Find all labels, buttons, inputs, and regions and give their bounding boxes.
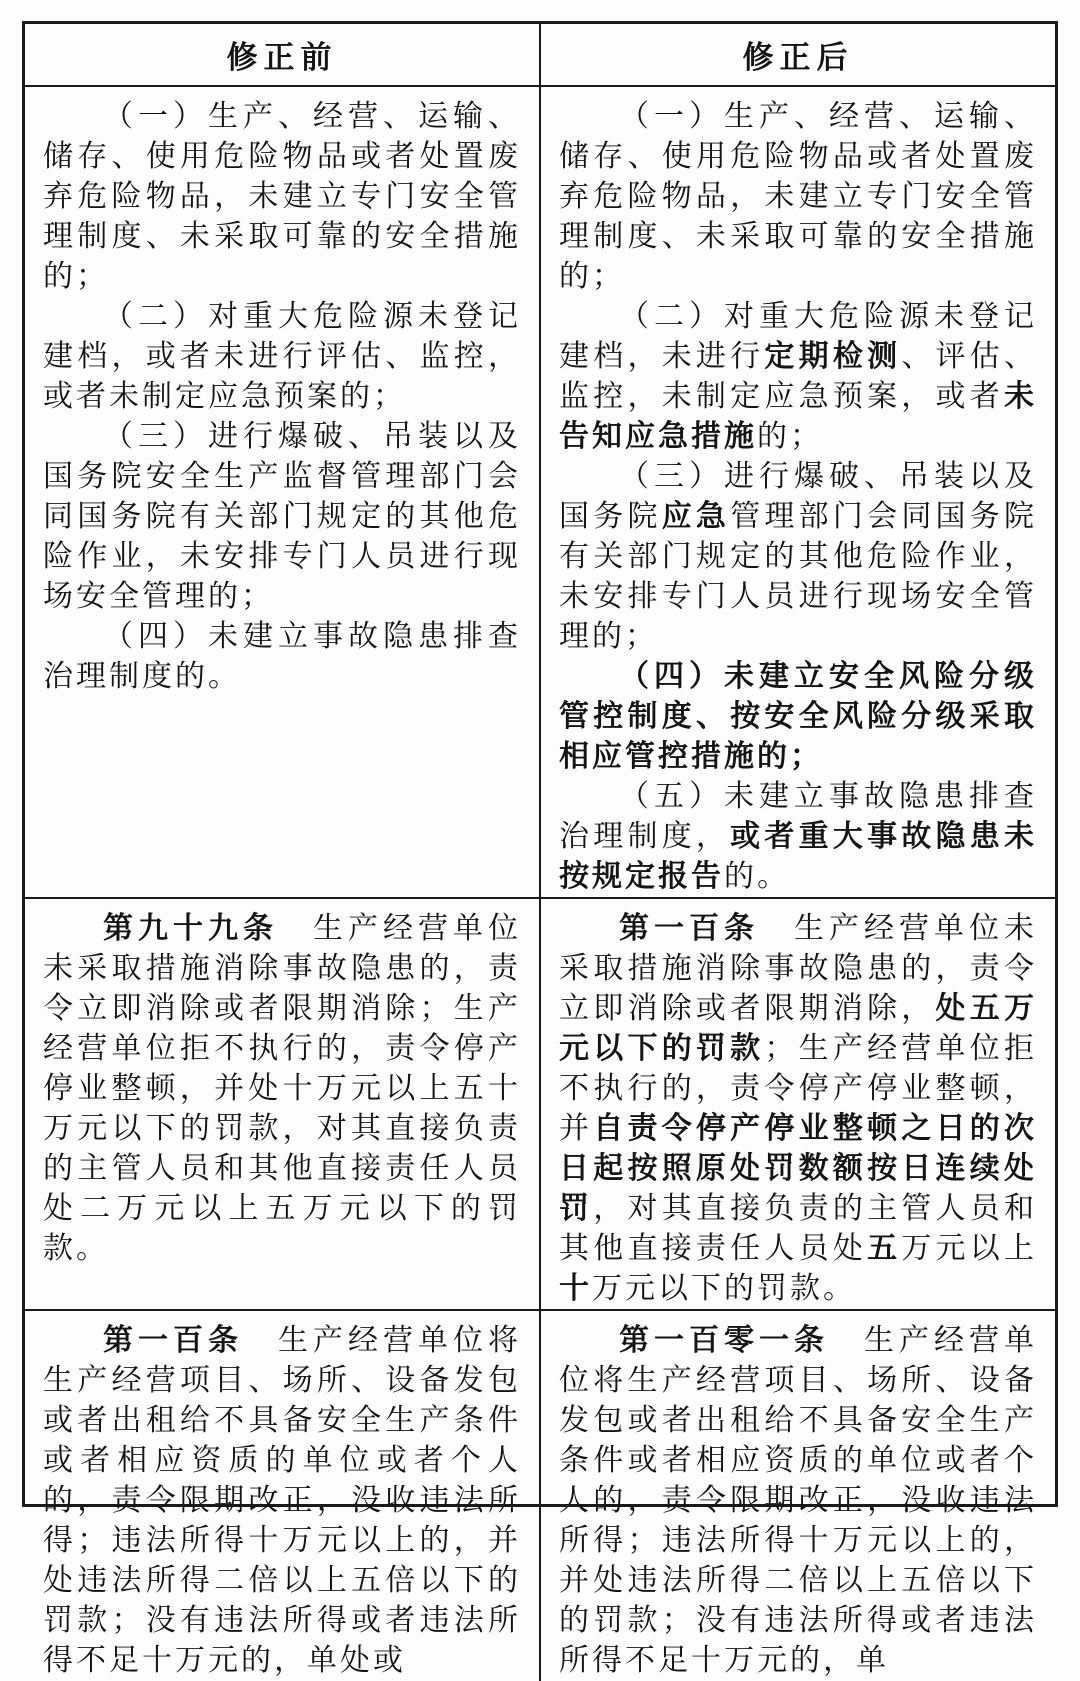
emphasis-text: 十 <box>559 1272 592 1305</box>
text-segment: （三）进行爆破、吊装以及国务院安全生产监督管理部门会同国务院有关部门规定的其他危险作业，未安排专门人员进行现场安全管理的； <box>43 420 521 613</box>
emphasis-text: 自责令停产停业整顿之日的次日起按照原处罚数额按日连续处罚 <box>559 1112 1038 1225</box>
text-segment: 生产经营单位未采取措施消除事故隐患的，责令立即消除或者限期消除， <box>559 912 1037 1025</box>
emphasis-text: （四）未建立安全风险分级管控制度、按安全风险分级采取相应管控措施的； <box>559 660 1037 773</box>
text-segment: 生产经营单位将生产经营项目、场所、设备发包或者出租给不具备安全生产条件或者相应资质的单位或者个人的，责令限期改正，没收违法所得；违法所得十万元以上的，并处违法所得二倍以上五倍以下的罚款；没有违法所得或者违法所得不足十万元的，单 <box>559 1324 1037 1677</box>
cell-before <box>25 86 540 898</box>
column-header-before: 修正前 <box>25 24 540 86</box>
table-row <box>25 898 1055 1310</box>
text-segment: （二）对重大危险源未登记建档，未进行 <box>559 300 1037 373</box>
paragraph <box>43 617 521 697</box>
text-segment: 万元以下的罚款。 <box>592 1272 856 1305</box>
cell-after <box>540 1310 1055 1681</box>
emphasis-text: 处五万元以下的罚款 <box>559 992 1038 1065</box>
table-row <box>25 1310 1055 1681</box>
paragraph <box>43 297 521 417</box>
text-segment: （二）对重大危险源未登记建档，或者未进行评估、监控，或者未制定应急预案的； <box>43 300 521 413</box>
header-row <box>25 24 1055 86</box>
paragraph <box>559 657 1037 777</box>
text-segment: 生产经营单位未采取措施消除事故隐患的，责令立即消除或者限期消除；生产经营单位拒不执行的，责令停产停业整顿，并处十万元以上五十万元以下的罚款，对其直接负责的主管人员和其他直接责任人员处二万元以上五万元以下的罚款。 <box>43 912 521 1265</box>
column-header-after: 修正后 <box>540 24 1055 86</box>
emphasis-text: 第一百条 <box>619 912 759 945</box>
emphasis-text: 第一百零一条 <box>619 1324 829 1357</box>
text-segment: 、评估、监控，未制定应急预案，或者 <box>559 340 1038 413</box>
text-segment: 管理部门会同国务院有关部门规定的其他危险作业，未安排专门人员进行现场安全管理的； <box>559 500 1038 653</box>
text-segment: 的； <box>757 420 823 453</box>
paragraph <box>559 297 1037 457</box>
emphasis-text: 第九十九条 <box>103 912 278 945</box>
text-segment: （三）进行爆破、吊装以及国务院 <box>559 460 1037 533</box>
text-segment: 生产经营单位将生产经营项目、场所、设备发包或者出租给不具备安全生产条件或者相应资质的单位或者个人的，责令限期改正，没收违法所得；违法所得十万元以上的，并处违法所得二倍以上五倍以下的罚款；没有违法所得或者违法所得不足十万元的，单处或 <box>43 1324 521 1677</box>
cell-after <box>540 898 1055 1310</box>
text-segment: （一）生产、经营、运输、储存、使用危险物品或者处置废弃危险物品，未建立专门安全管理制度、未采取可靠的安全措施的； <box>43 100 521 293</box>
table-header <box>25 24 1055 86</box>
cell-after <box>540 86 1055 898</box>
emphasis-text: 应急 <box>661 500 731 533</box>
text-segment: ，对其直接负责的主管人员和其他直接责任人员处 <box>559 1192 1038 1265</box>
emphasis-text: 或者重大事故隐患未按规定报告 <box>559 820 1038 893</box>
text-segment: （一）生产、经营、运输、储存、使用危险物品或者处置废弃危险物品，未建立专门安全管理制度、未采取可靠的安全措施的； <box>559 100 1037 293</box>
table-body <box>25 86 1055 1681</box>
paragraph <box>559 777 1037 897</box>
paragraph <box>559 1321 1037 1681</box>
paragraph <box>559 909 1037 1309</box>
paragraph <box>559 457 1037 657</box>
table-row <box>25 86 1055 898</box>
cell-before <box>25 1310 540 1681</box>
text-segment: ；生产经营单位拒不执行的，责令停产停业整顿，并 <box>559 1032 1038 1145</box>
emphasis-text: 定期检测 <box>764 340 902 373</box>
text-segment: 万元以上 <box>901 1232 1038 1265</box>
emphasis-text: 未告知应急措施 <box>559 380 1037 453</box>
text-segment: （五）未建立事故隐患排查治理制度， <box>559 780 1037 853</box>
text-segment: （四）未建立事故隐患排查治理制度的。 <box>43 620 521 693</box>
text-segment: 的。 <box>724 860 790 893</box>
paragraph <box>43 1321 521 1681</box>
cell-before <box>25 898 540 1310</box>
emphasis-text: 第一百条 <box>103 1324 243 1357</box>
comparison-table-container <box>22 21 1058 1677</box>
amendment-comparison-table <box>25 24 1055 1681</box>
paragraph <box>43 909 521 1269</box>
paragraph <box>43 417 521 617</box>
paragraph <box>559 97 1037 297</box>
emphasis-text: 五 <box>867 1232 902 1265</box>
paragraph <box>43 97 521 297</box>
